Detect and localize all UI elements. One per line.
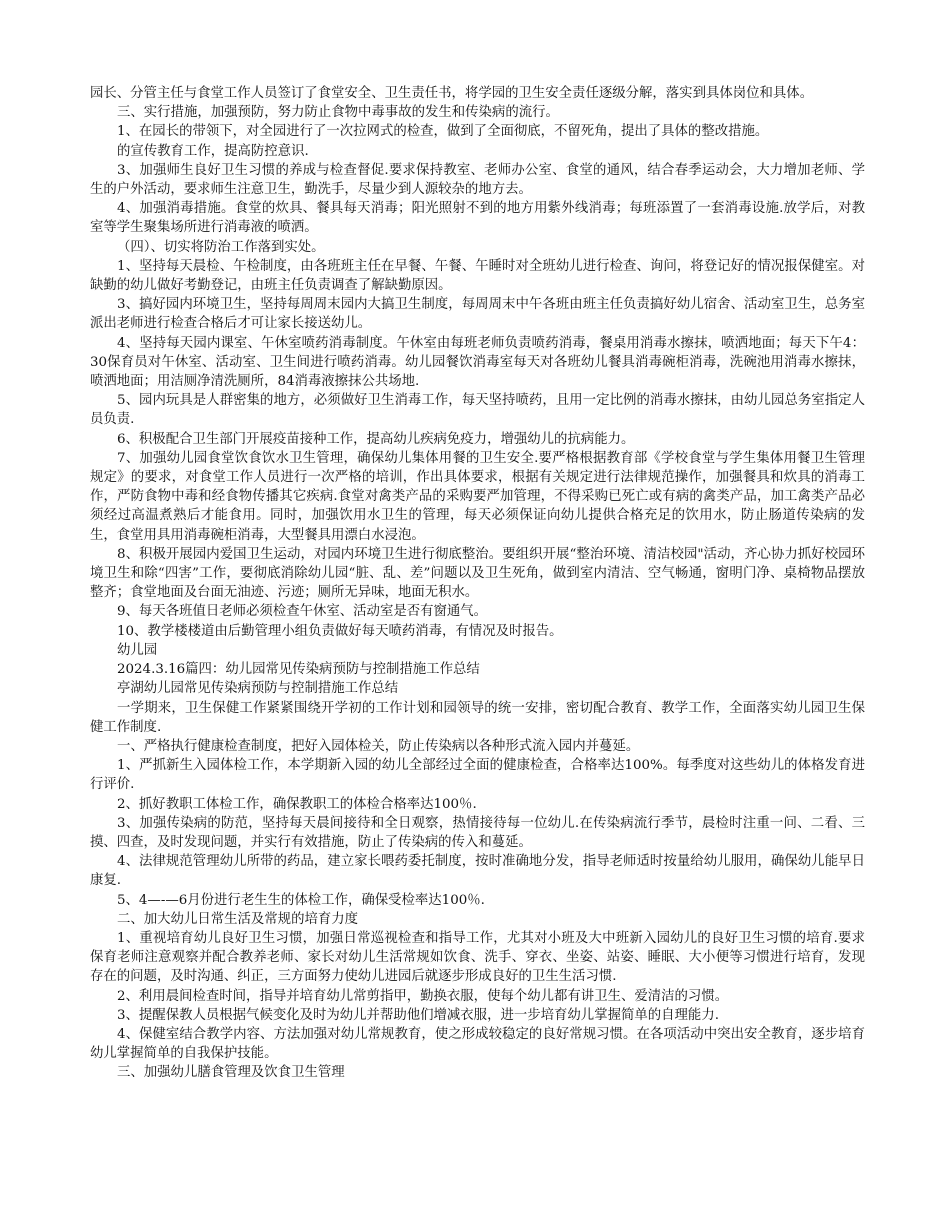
paragraph: 1、严抓新生入园体检工作，本学期新入园的幼儿全部经过全面的健康检查，合格率达100%。每季度对这些幼儿的体格发育进行评价. [90,758,865,793]
paragraph: 3、加强传染病的防范，坚持每天晨间接待和全日观察，热情接待每一位幼儿.在传染病流行季节，晨检时注重一问、二看、三摸、四查，及时发现问题，并实行有效措施，防止了传染病的传入和蔓延。 [90,815,865,850]
paragraph: 4、坚持每天园内课室、午休室喷药消毒制度。午休室由每班老师负责喷药消毒，餐桌用消毒水擦抹，喷洒地面；每天下午4：30保育员对午休室、活动室、卫生间进行喷药消毒。幼儿园餐饮消毒室每天对各班幼儿餐具消毒碗柜消毒，洗碗池用消毒水擦抹，喷洒地面；用洁厕净清洗厕所，84消毒液擦抹公共场地. [90,335,865,390]
paragraph: 亭湖幼儿园常见传染病预防与控制措施工作总结 [117,681,399,697]
paragraph: 9、每天各班值日老师必须检查午休室、活动室是否有窗通气。 [117,604,488,620]
paragraph: 4、保健室结合教学内容、方法加强对幼儿常规教育，使之形成较稳定的良好常规习惯。在各项活动中突出安全教育，逐步培育幼儿掌握简单的自我保护技能。 [90,1026,865,1062]
paragraph: 1、在园长的带领下，对全园进行了一次拉网式的检查，做到了全面彻底，不留死角，提出了具体的整改措施。 [117,124,769,140]
paragraph: 3、加强师生良好卫生习惯的养成与检查督促.要求保持教室、老师办公室、食堂的通风，结合春季运动会，大力增加老师、学生的户外活动，要求师生注意卫生，勤洗手，尽量少到人源较杂的地方去。 [90,162,865,198]
paragraph: 3、提醒保教人员根据气候变化及时为幼儿并帮助他们增减衣服，进一步培育幼儿掌握简单的自理能力. [117,1007,719,1023]
paragraph: 2、利用晨间检查时间，指导并培育幼儿常剪指甲，勤换衣服，使每个幼儿都有讲卫生、爱清洁的习惯。 [117,988,729,1004]
paragraph: 1、重视培育幼儿良好卫生习惯，加强日常巡视检查和指导工作，尤其对小班及大中班新入园幼儿的良好卫生习惯的培育.要求保育老师注意观察并配合教养老师、家长对幼儿生活常规如饮食、洗手、穿衣、坐姿、站姿、睡眠、大小便等习惯进行培育，发现存在的问题，及时沟通、纠正，三方面努力使幼儿进园后就逐步形成良好的卫生生活习惯. [90,930,865,985]
paragraph: 4、法律规范管理幼儿所带的药品，建立家长喂药委托制度，按时准确地分发，指导老师适时按量给幼儿服用，确保幼儿能早日康复. [90,854,865,889]
paragraph: 2、抓好教职工体检工作，确保教职工的体检合格率达100％. [117,796,477,812]
paragraph: 幼儿园 [117,642,158,658]
paragraph: 2024.3.16篇四：幼儿园常见传染病预防与控制措施工作总结 [117,662,480,678]
paragraph: 6、积极配合卫生部门开展疫苗接种工作，提高幼儿疾病免疫力，增强幼儿的抗病能力。 [117,431,635,447]
paragraph: 三、加强幼儿膳食管理及饮食卫生管理 [117,1065,345,1081]
paragraph: 三、实行措施，加强预防，努力防止食物中毒事故的发生和传染病的流行。 [117,105,559,121]
paragraph: （四）、切实将防治工作落到实处。 [117,239,325,255]
paragraph: 二、加大幼儿日常生活及常规的培育力度 [117,911,359,927]
paragraph: 4、加强消毒措施。食堂的炊具、餐具每天消毒；阳光照射不到的地方用紫外线消毒；每班添置了一套消毒设施.放学后，对教室等学生聚集场所进行消毒液的喷洒。 [90,201,865,236]
paragraph: 7、加强幼儿园食堂饮食饮水卫生管理，确保幼儿集体用餐的卫生安全.要严格根据教育部《学校食堂与学生集体用餐卫生管理规定》的要求，对食堂工作人员进行一次严格的培训，作出具体要求，根据有关规定进行法律规范操作，加强餐具和炊具的消毒工作，严防食物中毒和经食物传播其它疾病.食堂对禽类产品的采购要严加管理，不得采购已死亡或有病的禽类产品，加工禽类产品必须经过高温煮熟后才能食用。同时，加强饮用水卫生的管理，每天必须保证向幼儿提供合格充足的饮用水，防止肠道传染病的发生，食堂用具用消毒碗柜消毒，大型餐具用漂白水浸泡。 [90,450,865,543]
paragraph: 1、坚持每天晨检、午检制度，由各班班主任在早餐、午餐、午睡时对全班幼儿进行检查、询问，将登记好的情况报保健室。对缺勤的幼儿做好考勤登记，由班主任负责调查了解缺勤原因。 [90,258,865,294]
paragraph: 一学期来，卫生保健工作紧紧围绕开学初的工作计划和园领导的统一安排，密切配合教育、教学工作，全面落实幼儿园卫生保健工作制度. [90,700,865,735]
document-body [90,84,865,1083]
paragraph: 10、教学楼楼道由后勤管理小组负责做好每天喷药消毒，有情况及时报告。 [117,623,563,639]
paragraph: 的宣传教育工作，提高防控意识. [117,143,309,159]
paragraph: 一、严格执行健康检查制度，把好入园体检关，防止传染病以各种形式流入园内并蔓延。 [117,738,640,754]
paragraph: 3、搞好园内环境卫生，坚持每周周末园内大搞卫生制度，每周周末中午各班由班主任负责搞好幼儿宿舍、活动室卫生，总务室派出老师进行检查合格后才可让家长接送幼儿。 [90,297,865,332]
paragraph: 8、积极开展园内爱国卫生运动，对园内环境卫生进行彻底整治。要组织开展“整治环境、清洁校园"活动，齐心协力抓好校园环境卫生和除“四害”工作，要彻底消除幼儿园“脏、乱、差”问题以及卫生死角，做到室内清洁、空气畅通，窗明门净、桌椅物品摆放整齐；食堂地面及台面无油迹、污迹；厕所无异味，地面无积水。 [90,546,865,601]
paragraph: 5、园内玩具是人群密集的地方，必须做好卫生消毒工作，每天坚持喷药，且用一定比例的消毒水擦抹，由幼儿园总务室指定人员负责. [90,393,865,428]
paragraph: 5、4—-—6月份进行老生生的体检工作，确保受检率达100％. [117,892,485,908]
paragraph: 园长、分管主任与食堂工作人员签订了食堂安全、卫生责任书，将学园的卫生安全责任逐级分解，落实到具体岗位和具体。 [90,86,814,101]
